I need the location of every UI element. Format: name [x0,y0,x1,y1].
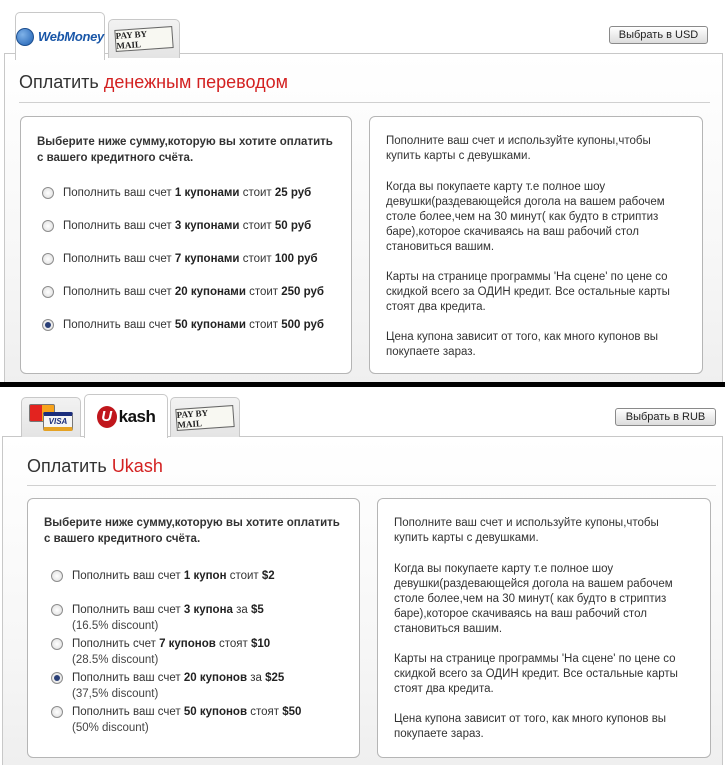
option-qty: 50 купонов [183,706,248,718]
info-paragraph: Карты на странице программы 'На сцене' по цене со скидкой всего за ОДИН кредит. Все остальные карты стоят два кредита. [394,653,678,695]
amount-option-label [72,568,275,584]
option-mid: стоят [215,638,251,650]
info-paragraph: Когда вы покупаете карту т.е полное шоу девушки(раздевающейся догола на вашем рабочем столе более,чем на 30 минут( как будто в стриптиз баре),которое скачиваясь на ваш рабочий стол становиться вашим. [386,181,665,253]
currency-switch-button[interactable]: Выбрать в USD [609,26,708,44]
info-paragraph: Цена купона зависит от того, как много купонов вы покупаете заpаз. [394,713,667,740]
amount-option-label [72,636,270,668]
amount-option[interactable] [51,670,284,702]
amount-option[interactable] [42,284,324,300]
info-paragraph: Карты на странице программы 'На сцене' по цене со скидкой всего за ОДИН кредит. Все остальные карты стоят два кредита. [386,271,670,313]
option-qty: 1 купонами [174,187,240,199]
amount-option-label [63,317,324,333]
amount-radio[interactable] [42,187,54,199]
page-title-prefix: Оплатить [27,456,107,476]
option-discount: (37,5% discount) [72,688,159,700]
webmoney-globe-icon [16,28,34,46]
option-pre: Пополнить ваш счет [72,672,184,684]
payment-panel-ukash [0,388,725,765]
amount-option-label [63,185,311,201]
option-mid: за [247,672,266,684]
amount-option-label [72,704,301,736]
info-box [369,116,703,374]
amount-option[interactable] [42,317,324,333]
currency-switch-button[interactable]: Выбрать в RUB [615,408,716,426]
divider [27,485,716,486]
option-qty: 20 купонами [174,286,246,298]
option-qty: 7 купонами [174,253,240,265]
info-paragraph: Цена купона зависит от того, как много купонов вы покупаете заpаз. [386,331,659,358]
amount-selection-box [27,498,360,758]
amount-option-label [63,284,324,300]
amount-option-label [72,602,264,634]
pay-by-mail-logo: PAY BY MAIL [175,405,234,431]
tab-ukash[interactable] [84,394,168,438]
option-pre: Пополнить ваш счет [63,220,175,232]
option-pre: Пополнить ваш счет [63,187,175,199]
option-mid: стоит [226,570,262,582]
option-mid: стоит [239,220,275,232]
page-title-prefix: Оплатить [19,72,99,92]
option-pre: Пополнить ваш счет [72,604,184,616]
amount-radio[interactable] [42,319,54,331]
amount-option[interactable] [42,185,311,201]
amount-option[interactable] [51,602,264,634]
amount-option-label [72,670,284,702]
info-box [377,498,711,758]
page-title [27,456,163,477]
page-title-method: Ukash [111,456,163,476]
amount-option-label [63,251,318,267]
option-mid: стоит [245,319,282,331]
option-qty: 7 купонов [159,638,216,650]
option-price: $25 [265,672,285,684]
amount-option[interactable] [51,704,301,736]
option-pre: Пополнить ваш счет [72,570,184,582]
option-discount: (16.5% discount) [72,620,159,632]
amount-option[interactable] [51,568,275,584]
option-price: $50 [282,706,302,718]
amount-option[interactable] [42,251,318,267]
option-pre: Пополнить ваш счет [72,706,184,718]
info-paragraph: Пополните ваш счет и используйте купоны,чтобы купить карты с девушками. [394,517,659,544]
option-price: 100 руб [274,253,318,265]
page-title-method: денежным переводом [103,72,289,92]
option-price: 500 руб [281,319,325,331]
option-qty: 20 купонов [183,672,248,684]
tab-pay-by-mail[interactable] [108,19,180,58]
page-title [19,72,288,93]
panel-separator [0,382,725,387]
amount-radio[interactable] [51,638,63,650]
amount-option[interactable] [42,218,311,234]
option-pre: Пополнить счет [72,638,160,650]
amount-option-label [63,218,311,234]
ukash-u-icon: U [97,406,117,428]
webmoney-logo [16,28,104,46]
info-paragraph: Когда вы покупаете карту т.е полное шоу девушки(раздевающейся догола на вашем рабочем столе более,чем на 30 минут( как будто в стриптиз баре),которое скачиваясь на ваш рабочий стол становиться вашим. [394,563,673,635]
visa-icon: VISA [43,412,73,431]
option-mid: стоят [247,706,283,718]
amount-selection-box [20,116,352,374]
option-qty: 50 купонами [174,319,246,331]
option-price: $5 [250,604,264,616]
option-qty: 1 купон [183,570,227,582]
amount-radio[interactable] [51,672,63,684]
tab-pay-by-mail[interactable] [170,397,240,437]
option-qty: 3 купонами [174,220,240,232]
amount-selection-title: Выберите ниже сумму,которую вы хотите оплатить с вашего кредитного счёта. [44,517,340,545]
info-paragraph: Пополните ваш счет и используйте купоны,чтобы купить карты с девушками. [386,135,651,162]
divider [19,102,710,103]
amount-radio[interactable] [42,253,54,265]
option-discount: (50% discount) [72,722,149,734]
amount-radio[interactable] [42,286,54,298]
webmoney-tab-label: WebMoney [38,29,104,44]
option-mid: стоит [245,286,282,298]
amount-selection-title: Выберите ниже сумму,которую вы хотите оплатить с вашего кредитного счёта. [37,136,333,164]
option-mid: за [232,604,251,616]
option-mid: стоит [239,187,275,199]
amount-option[interactable] [51,636,270,668]
option-discount: (28.5% discount) [72,654,159,666]
option-price: 250 руб [281,286,325,298]
amount-radio[interactable] [42,220,54,232]
amount-radio[interactable] [51,604,63,616]
option-price: 50 руб [274,220,312,232]
option-pre: Пополнить ваш счет [63,253,175,265]
amount-radio[interactable] [51,706,63,718]
option-price: 25 руб [274,187,312,199]
option-price: $2 [261,570,275,582]
option-mid: стоит [239,253,275,265]
option-pre: Пополнить ваш счет [63,319,175,331]
option-pre: Пополнить ваш счет [63,286,175,298]
amount-radio[interactable] [51,570,63,582]
ukash-logo [97,406,156,428]
option-price: $10 [251,638,271,650]
option-qty: 3 купона [183,604,233,616]
credit-cards-logo [29,404,73,432]
tab-credit-card[interactable] [21,397,81,437]
tab-webmoney[interactable] [15,12,105,60]
ukash-tab-label: kash [118,406,156,426]
pay-by-mail-logo: PAY BY MAIL [114,26,173,52]
